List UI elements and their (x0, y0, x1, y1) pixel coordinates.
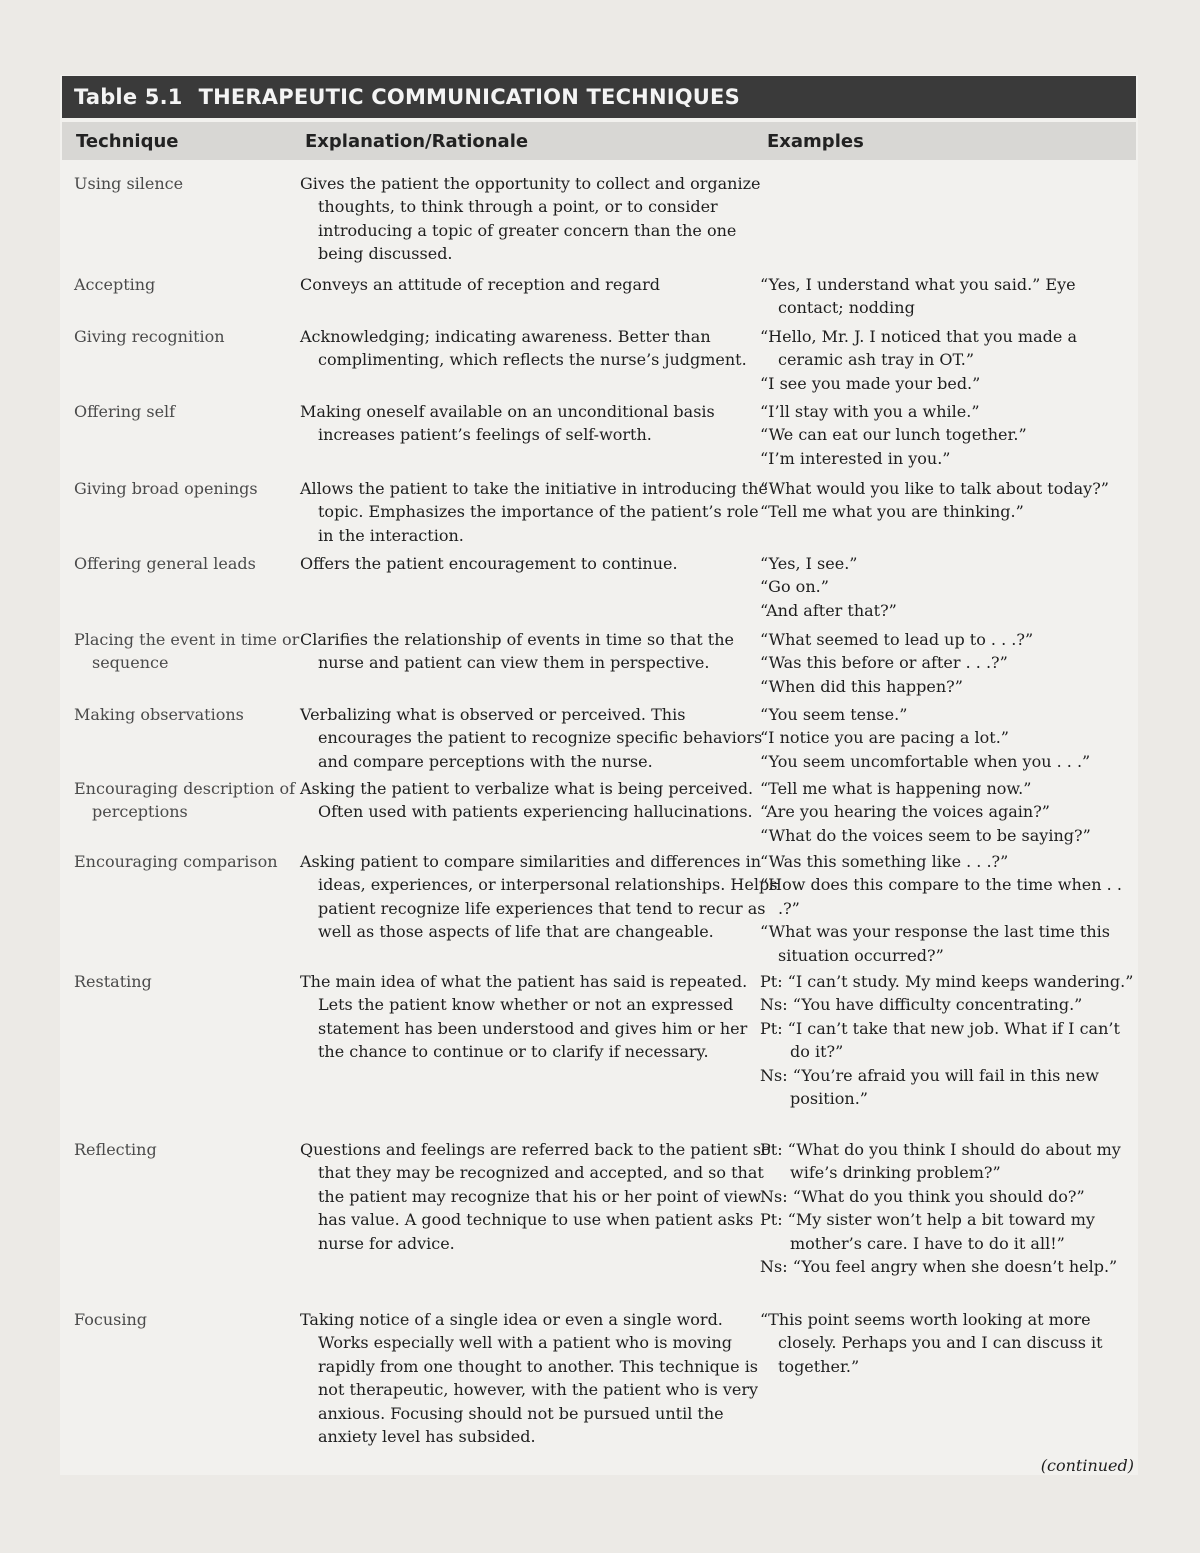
example-line: “I’ll stay with you a while.” (760, 402, 980, 421)
example-line: “Yes, I see.” (760, 554, 858, 573)
table-title-bar (62, 76, 1136, 118)
example-line: “Are you hearing the voices again?” (760, 802, 1050, 822)
dialogue-line: Ns: “You feel angry when she doesn’t help.” (760, 1257, 1118, 1277)
example-line: “I’m interested in you.” (760, 448, 951, 468)
technique-cell: Using silence (74, 174, 184, 193)
explanation-cell: The main idea of what the patient has said is repeated. Lets the patient know whether or not an expressed statement has been understood and gives him or her the chance to continue or to clarify if necessary. (300, 972, 748, 1062)
example-line: “What was your response the last time this situation occurred?” (760, 922, 1110, 965)
example-line: “You seem tense.” (760, 705, 908, 724)
example-line: “When did this happen?” (760, 676, 963, 696)
example-line: “I notice you are pacing a lot.” (760, 728, 1009, 748)
examples-cell (760, 777, 1138, 847)
table-number: Table 5.1 (74, 85, 183, 109)
dialogue-line: Ns: “What do you think you should do?” (760, 1186, 1085, 1206)
technique-cell: Encouraging description of perceptions (74, 779, 296, 822)
explanation-cell: Asking the patient to verbalize what is being perceived. Often used with patients experiencing hallucinations. (300, 779, 754, 822)
dialogue-line: Pt: “My sister won’t help a bit toward my mother’s care. I have to do it all!” (760, 1210, 1095, 1253)
example-line: “Was this before or after . . .?” (760, 653, 1008, 673)
example-line: “I see you made your bed.” (760, 373, 981, 393)
example-line: “Tell me what is happening now.” (760, 779, 1032, 798)
example-line: “You seem uncomfortable when you . . .” (760, 751, 1091, 771)
explanation-cell: Clarifies the relationship of events in time so that the nurse and patient can view them in perspective. (300, 630, 734, 673)
examples-cell (760, 273, 1138, 320)
example-line: “And after that?” (760, 600, 897, 620)
table-title: THERAPEUTIC COMMUNICATION TECHNIQUES (198, 85, 740, 109)
explanation-cell: Verbalizing what is observed or perceived. This encourages the patient to recognize specific behaviors and compare perceptions with the nurse. (300, 705, 763, 771)
technique-cell: Making observations (74, 705, 244, 724)
technique-cell: Focusing (74, 1310, 147, 1329)
examples-cell (760, 850, 1138, 967)
technique-cell: Placing the event in time or sequence (74, 630, 300, 673)
example-line: “Was this something like . . .?” (760, 852, 1009, 871)
example-line: “Tell me what you are thinking.” (760, 502, 1024, 522)
explanation-cell: Offers the patient encouragement to continue. (300, 554, 678, 573)
explanation-cell: Making oneself available on an unconditional basis increases patient’s feelings of self-worth. (300, 402, 715, 445)
explanation-cell: Asking patient to compare similarities and differences in ideas, experiences, or interpersonal relationships. Helps patient recognize life experiences that tend to recur as well as those aspects of life that are changeable. (300, 852, 778, 942)
technique-cell: Offering general leads (74, 554, 256, 573)
example-line: “What would you like to talk about today?” (760, 479, 1109, 498)
examples-cell (760, 703, 1138, 773)
continued-note: (continued) (1040, 1456, 1134, 1475)
examples-cell (760, 628, 1138, 698)
example-line: “What do the voices seem to be saying?” (760, 825, 1091, 845)
explanation-cell: Conveys an attitude of reception and regard (300, 275, 660, 294)
header-technique: Technique (76, 131, 179, 152)
explanation-cell: Acknowledging; indicating awareness. Better than complimenting, which reflects the nurse’s judgment. (300, 327, 747, 370)
technique-cell: Giving recognition (74, 327, 225, 346)
explanation-cell: Allows the patient to take the initiative in introducing the topic. Emphasizes the importance of the patient’s role in the interaction. (300, 479, 768, 545)
dialogue-line: Pt: “I can’t study. My mind keeps wandering.” (760, 972, 1134, 991)
example-line: “Go on.” (760, 577, 829, 597)
header-examples: Examples (767, 131, 864, 152)
technique-cell: Encouraging comparison (74, 852, 278, 871)
explanation-cell: Questions and feelings are referred back to the patient so that they may be recognized and accepted, and so that the patient may recognize that his or her point of view has value. A good technique to use when patient asks nurse for advice. (300, 1140, 771, 1253)
dialogue-line: Pt: “I can’t take that new job. What if I can’t do it?” (760, 1018, 1120, 1062)
dialogue-line: Ns: “You’re afraid you will fail in this new position.” (760, 1065, 1099, 1109)
examples-cell (760, 477, 1138, 524)
example-line: “What seemed to lead up to . . .?” (760, 630, 1034, 649)
examples-cell (760, 1308, 1138, 1378)
technique-cell: Giving broad openings (74, 479, 258, 498)
technique-cell: Accepting (74, 275, 156, 294)
dialogue-line: Pt: “What do you think I should do about my wife’s drinking problem?” (760, 1140, 1121, 1183)
example-line: “Yes, I understand what you said.” Eye contact; nodding (760, 275, 1076, 318)
examples-cell (760, 325, 1138, 395)
example-line: “How does this compare to the time when . . .?” (760, 875, 1122, 918)
examples-cell (760, 970, 1138, 1110)
technique-cell: Offering self (74, 402, 176, 421)
example-line: “We can eat our lunch together.” (760, 425, 1027, 445)
example-line: “Hello, Mr. J. I noticed that you made a ceramic ash tray in OT.” (760, 327, 1077, 370)
technique-cell: Restating (74, 972, 152, 991)
header-explanation: Explanation/Rationale (305, 131, 529, 152)
explanation-cell: Gives the patient the opportunity to collect and organize thoughts, to think through a point, or to consider introducing a topic of greater concern than the one being discussed. (300, 174, 761, 264)
examples-cell (760, 1138, 1138, 1278)
table-header-row (62, 122, 1136, 160)
example-line: “This point seems worth looking at more closely. Perhaps you and I can discuss it together.” (760, 1310, 1103, 1376)
technique-cell: Reflecting (74, 1140, 157, 1159)
explanation-cell: Taking notice of a single idea or even a single word. Works especially well with a patient who is moving rapidly from one thought to another. This technique is not therapeutic, however, with the patient who is very anxious. Focusing should not be pursued until the anxiety level has subsided. (300, 1310, 759, 1447)
examples-cell (760, 552, 1138, 622)
dialogue-line: Ns: “You have difficulty concentrating.” (760, 995, 1083, 1015)
examples-cell (760, 400, 1138, 470)
